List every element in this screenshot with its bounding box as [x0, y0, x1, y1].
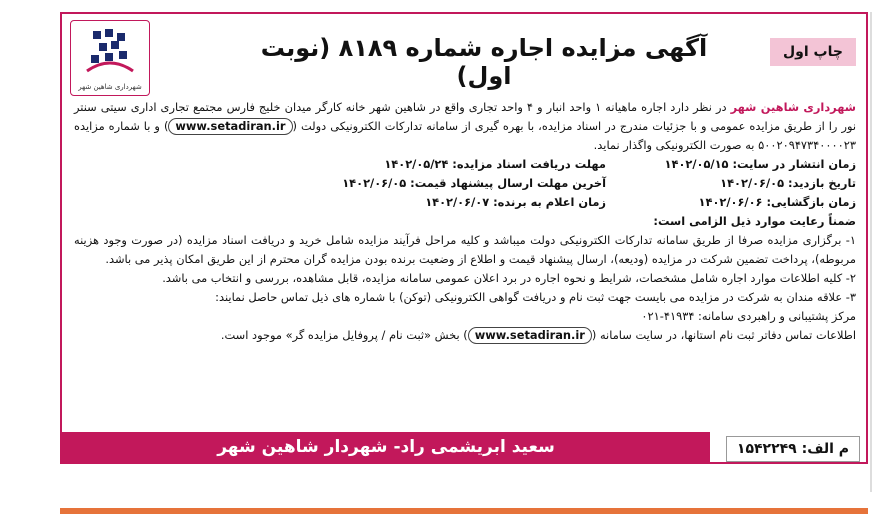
municipality-logo	[70, 20, 150, 96]
notice-header	[62, 14, 866, 102]
org-name: شهرداری شاهین شهر	[730, 100, 856, 114]
right-divider	[870, 12, 872, 492]
note-item-2: ۲- کلیه اطلاعات موارد اجاره شامل مشخصات، شرایط و نحوه اجاره در برد اعلان عمومی سامانه مزایده، قابل مشاهده، بررسی و انتخاب می باشد.	[162, 271, 856, 285]
publish-date: زمان انتشار در سایت: ۱۴۰۲/۰۵/۱۵	[664, 157, 856, 171]
winner-date: زمان اعلام به برنده: ۱۴۰۲/۰۶/۰۷	[425, 195, 606, 209]
dates-row-3	[74, 193, 856, 212]
opening-date: زمان بازگشایی: ۱۴۰۲/۰۶/۰۶	[698, 195, 856, 209]
note-item-1: ۱- برگزاری مزایده صرفا از طریق سامانه تدارکات الکترونیکی دولت میباشد و کلیه مراحل فرآیند مزایده شامل خرید و دریافت اسناد مزایده (در صورت وجود هزینه مربوطه)، پرداخت تضمین شرکت در مزایده (ودیعه)، ارسال پیشنهاد قیمت و اطلاع از وضعیت برنده بودن مزایده گران محترم از این طریق امکان پذیر می باشد.	[74, 233, 856, 266]
dates-row-2	[74, 174, 856, 193]
intro-line2: و با شماره مزایده ۵۰۰۲۰۹۴۷۳۴۰۰۰۰۲۳ به صورت الکترونیکی واگذار نماید.	[74, 119, 856, 152]
contact-pre: اطلاعات تماس دفاتر ثبت نام استانها، در سایت سامانه (	[591, 328, 856, 342]
logo-emblem-icon	[81, 25, 139, 77]
docs-deadline: مهلت دریافت اسناد مزایده: ۱۴۰۲/۰۵/۲۴	[384, 157, 606, 171]
contact-info	[74, 326, 856, 345]
dates-row-1	[74, 155, 856, 174]
print-badge: چاپ اول	[770, 38, 856, 66]
support-center: مرکز پشتیبانی و راهبردی سامانه: ۴۱۹۳۴-۰۲۱	[641, 309, 856, 323]
signer-bar: سعید ابریشمی راد- شهردار شاهین شهر	[62, 432, 710, 462]
setadiran-link-2[interactable]: www.setadiran.ir	[468, 327, 592, 344]
note-item-3: ۳- علاقه مندان به شرکت در مزایده می بایست جهت ثبت نام و دریافت گواهی الکترونیکی (توکن) با شماره های ذیل تماس حاصل نمایند:	[215, 290, 856, 304]
visit-date: تاریخ بازدید: ۱۴۰۲/۰۶/۰۵	[720, 176, 856, 190]
notes-heading: ضمناً رعایت موارد ذیل الزامی است:	[653, 214, 856, 228]
notice-title: آگهی مزایده اجاره شماره ۸۱۸۹ (نوبت اول)	[260, 34, 708, 90]
intro-paragraph: شهرداری شاهین شهر در نظر دارد اجاره ماهیانه ۱ واحد انبار و ۴ واحد تجاری واقع در شاهین شهر خانه کارگر میدان خلیج فارس مجتمع تجاری اداری سیتی سنتر نور را از طریق مزایده عمومی و با جزئیات مندرج در اسناد مزایده، با بهره گیری از سامانه تدارکات الکترونیکی دولت (www.setadiran.ir) و با شماره مزایده ۵۰۰۲۰۹۴۷۳۴۰۰۰۰۲۳ به صورت الکترونیکی واگذار نماید.	[74, 100, 856, 152]
contact-post: ) بخش «ثبت نام / پروفایل مزایده گر» موجود است.	[220, 328, 468, 342]
bottom-orange-rule	[60, 508, 868, 514]
notice-frame	[60, 12, 868, 464]
intro-line1: در نظر دارد اجاره ماهیانه ۱ واحد انبار و ۴ واحد تجاری واقع در شاهین شهر خانه کارگر میدان خلیج فارس مجتمع تجاری اداری سیتی سنتر نور را از طریق مزایده عمومی و با جزئیات مندرج در اسناد مزایده، با بهره گیری از سامانه تدارکات الکترونیکی دولت	[74, 100, 856, 133]
notice-body	[74, 98, 856, 345]
setadiran-link[interactable]: www.setadiran.ir	[168, 118, 292, 135]
offer-deadline: آخرین مهلت ارسال پیشنهاد قیمت: ۱۴۰۲/۰۶/۰۵	[342, 176, 606, 190]
ad-code: م الف: ۱۵۴۲۲۴۹	[726, 436, 860, 462]
logo-caption: شهرداری شاهین شهر	[78, 83, 142, 91]
